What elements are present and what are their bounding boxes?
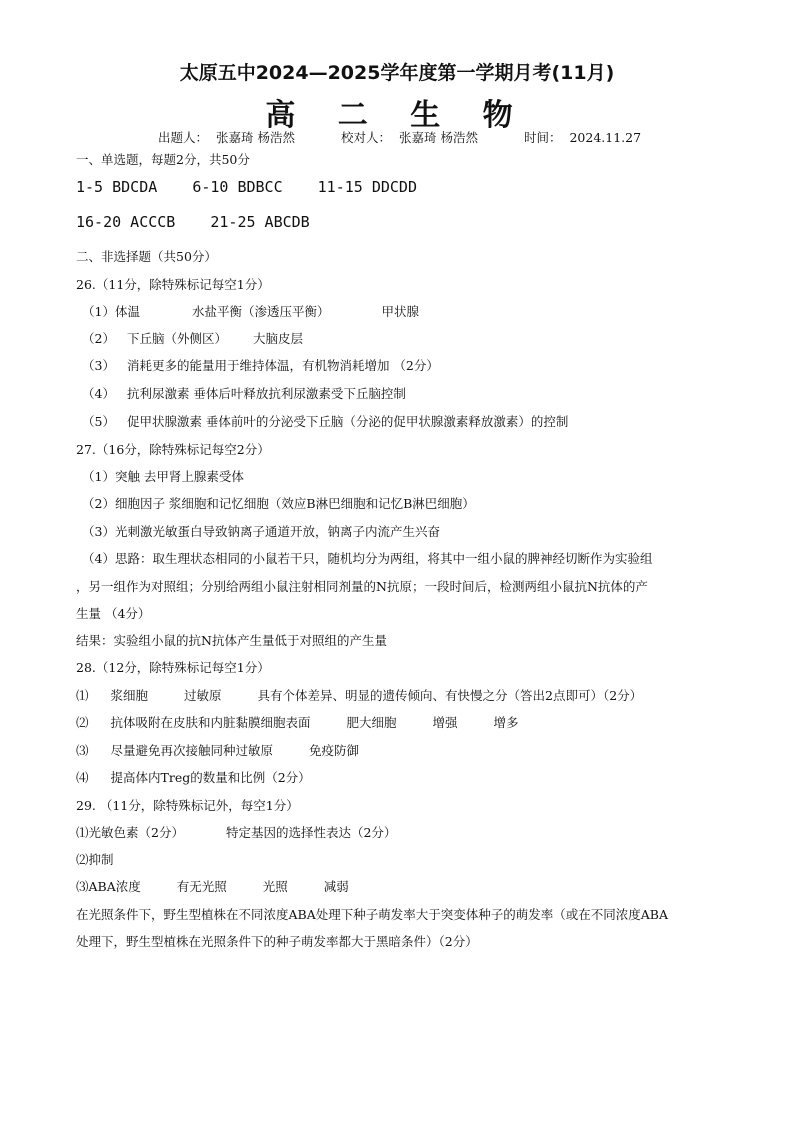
section1-heading: 一、单选题，每题2分，共50分 [76,152,250,167]
q27-line-4c: 生量 （4分） [76,606,151,621]
answer-text: 增强 [432,715,458,730]
checker-names: 张嘉琦 杨浩然 [399,130,478,145]
q28-header: 28.（12分，除特殊标记每空1分） [76,660,270,675]
answer-group: 1-5 BDCDA [76,178,158,196]
q26-line-3 [82,356,439,374]
q27-line-1: （1）突触 去甲肾上腺素受体 [82,469,244,484]
exam-date: 2024.11.27 [569,130,642,145]
answers-line-1 [76,178,417,196]
section2-heading: 二、非选择题（共50分） [76,249,217,264]
q29-line-4a: 在光照条件下，野生型植株在不同浓度ABA处理下种子萌发率大于突变体种子的萌发率（或在不同浓度ABA [76,907,668,922]
q28-line-1 [76,686,642,704]
answer-text: 尽量避免再次接触同种过敏原 [110,743,274,758]
exam-meta [158,128,649,146]
answer-text: 抗体吸附在皮肤和内脏黏膜细胞表面 [110,715,311,730]
answer-text: ⑴光敏色素（2分） [76,825,184,840]
answer-text: 光照 [262,879,288,894]
answer-group: 6-10 BDBCC [192,178,283,196]
exam-title: 太原五中2024—2025学年度第一学期月考(11月) [179,62,615,84]
q26-header: 26.（11分，除特殊标记每空1分） [76,277,270,292]
answer-text: 浆细胞 [110,688,149,703]
answer-text: 消耗更多的能量用于维持体温，有机物消耗增加 （2分） [126,358,439,373]
answer-text: 肥大细胞 [346,715,397,730]
q29-header: 29. （11分，除特殊标记外，每空1分） [76,798,299,813]
q27-line-3: （3）光刺激光敏蛋白导致钠离子通道开放，钠离子内流产生兴奋 [82,524,440,539]
answer-text: 有无光照 [176,879,227,894]
answer-group: 21-25 ABCDB [210,213,310,231]
answers-line-2 [76,213,310,231]
q29-line-4b: 处理下，野生型植株在光照条件下的种子萌发率都大于黑暗条件）（2分） [76,934,478,949]
answer-text: 水盐平衡（渗透压平衡） [191,304,330,319]
setter-names: 张嘉琦 杨浩然 [216,130,295,145]
q26-line-1 [82,302,419,320]
answer-text: 大脑皮层 [252,331,303,346]
exam-subject: 高 二 生 物 [265,98,529,133]
q27-line-4b: ，另一组作为对照组；分别给两组小鼠注射相同剂量的N抗原；一段时间后，检测两组小鼠抗N抗体的产 [76,579,648,594]
answer-group: 11-15 DDCDD [317,178,417,196]
answer-text: 过敏原 [184,688,222,703]
answer-text: 促甲状腺激素 垂体前叶的分泌受下丘脑（分泌的促甲状腺激素释放激素）的控制 [126,414,569,429]
q27-line-2: （2）细胞因子 浆细胞和记忆细胞（效应B淋巴细胞和记忆B淋巴细胞） [82,496,475,511]
answer-text: 抗利尿激素 垂体后叶释放抗利尿激素受下丘脑控制 [126,386,406,401]
answer-number: ⑶ [76,743,89,758]
answer-number: （5） [82,414,115,429]
q29-line-3 [76,877,349,895]
q28-line-3 [76,741,359,759]
checker-label: 校对人： [340,130,391,145]
answer-text: 免疫防御 [309,743,360,758]
answer-number: ⑵ [76,715,89,730]
q29-line-1 [76,823,396,841]
answer-text: 增多 [493,715,519,730]
answer-text: 减弱 [323,879,349,894]
q29-line-2: ⑵抑制 [76,852,114,867]
answer-number: ⑴ [76,688,89,703]
answer-number: （4） [82,386,115,401]
answer-text: 具有个体差异、明显的遗传倾向、有快慢之分（答出2点即可）（2分） [257,688,643,703]
answer-text: （1）体温 [82,304,140,319]
setter-label: 出题人： [158,130,209,145]
answer-number: ⑷ [76,770,89,785]
q28-line-4 [76,768,311,786]
q26-line-5 [82,412,568,430]
answer-text: 甲状腺 [381,304,419,319]
q28-line-2 [76,713,519,731]
answer-text: 提高体内Treg的数量和比例（2分） [110,770,311,785]
q27-line-4a: （4）思路：取生理状态相同的小鼠若干只，随机均分为两组，将其中一组小鼠的脾神经切断作为实验组 [82,551,653,566]
q27-result: 结果：实验组小鼠的抗N抗体产生量低于对照组的产生量 [76,633,387,648]
answer-number: （2） [82,331,115,346]
answer-group: 16-20 ACCCB [76,213,176,231]
answer-text: ⑶ABA浓度 [76,879,141,894]
answer-text: 特定基因的选择性表达（2分） [225,825,397,840]
answer-text: 下丘脑（外侧区） [126,331,227,346]
q27-header: 27.（16分，除特殊标记每空2分） [76,442,270,457]
q26-line-2 [82,329,303,347]
answer-number: （3） [82,358,115,373]
q26-line-4 [82,384,406,402]
time-label: 时间： [523,130,562,145]
